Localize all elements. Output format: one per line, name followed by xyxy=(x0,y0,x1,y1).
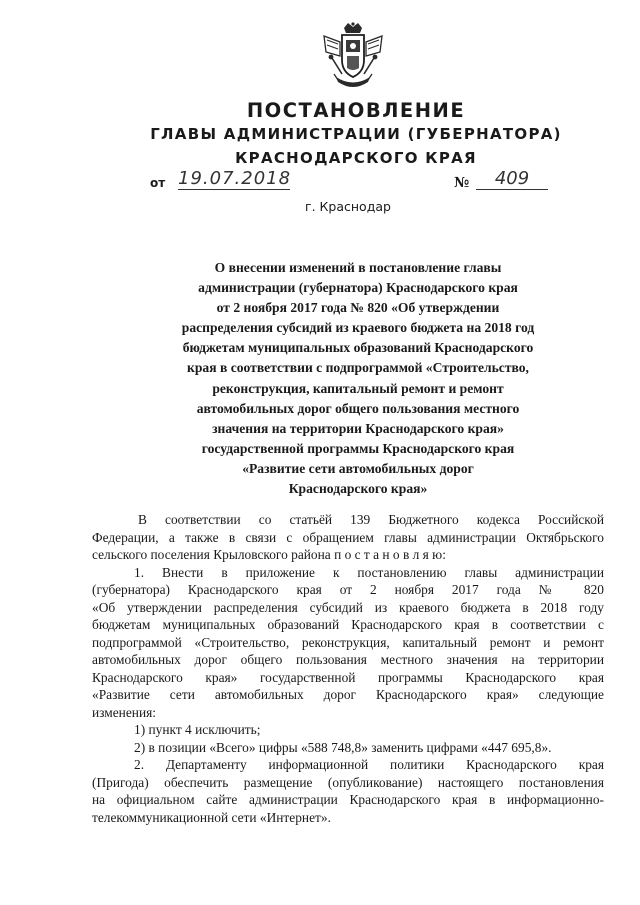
body-line: 2) в позиции «Всего» цифры «588 748,8» заменить цифрами «447 695,8». xyxy=(134,739,552,755)
body-line: автомобильных дорог общего пользования местного значения на территории xyxy=(92,652,604,667)
subject-line: от 2 ноября 2017 года № 820 «Об утверждении xyxy=(216,300,500,316)
body-line: на официальном сайте администрации Краснодарского края в информационно- xyxy=(92,792,604,807)
body-line: «Развитие сети автомобильных дорог Краснодарского края» следующие xyxy=(92,687,604,702)
subject-line: «Развитие сети автомобильных дорог xyxy=(242,460,474,476)
krasnodar-coat-of-arms-icon xyxy=(318,22,388,94)
document-body xyxy=(92,511,604,826)
city-label: г. Краснодар xyxy=(305,199,391,214)
body-line: 2. Департаменту информационной политики Краснодарского края xyxy=(134,757,604,772)
subject-line: государственной программы Краснодарского края xyxy=(201,440,515,456)
subject-line: края в соответствии с подпрограммой «Строительство, xyxy=(187,360,529,376)
subject-line: значения на территории Краснодарского края» xyxy=(212,420,504,436)
document-subject xyxy=(170,258,546,499)
body-line: бюджетам муниципальных образований Краснодарского края в соответствии с xyxy=(92,617,604,632)
number-prefix: № xyxy=(454,175,470,191)
subject-line: автомобильных дорог общего пользования местного xyxy=(196,400,520,416)
subject-line: Краснодарского края» xyxy=(288,481,428,497)
body-line: «Об утверждении распределения субсидий из краевого бюджета в 2018 году xyxy=(92,599,604,615)
date-prefix: от xyxy=(150,176,166,190)
document-type-title: ПОСТАНОВЛЕНИЕ xyxy=(246,99,466,122)
subject-line: бюджетам муниципальных образований Краснодарского xyxy=(182,340,534,356)
date-handwritten: 19.07.2018 xyxy=(178,168,292,189)
body-line: подпрограммой «Строительство, реконструкция, капитальный ремонт и ремонт xyxy=(92,634,604,650)
body-line: сельского поселения Крыловского района п о с т а н о в л я ю: xyxy=(92,547,446,562)
region-title: КРАСНОДАРСКОГО КРАЯ xyxy=(235,149,477,167)
body-line: 1. Внести в приложение к постановлению главы администрации xyxy=(134,564,604,580)
subject-line: О внесении изменений в постановление главы xyxy=(214,260,502,275)
body-line: (Пригода) обеспечить размещение (опубликование) настоящего постановления xyxy=(92,774,604,790)
body-line: Краснодарского края» государственной программы Краснодарского края xyxy=(92,669,604,685)
date-number-row xyxy=(0,170,640,196)
subject-line: распределения субсидий из краевого бюджета на 2018 год xyxy=(181,320,535,336)
issuer-title: ГЛАВЫ АДМИНИСТРАЦИИ (ГУБЕРНАТОРА) xyxy=(150,125,562,143)
subject-line: реконструкция, капитальный ремонт и ремонт xyxy=(212,380,504,396)
body-line: изменения: xyxy=(92,704,157,720)
subject-line: администрации (губернатора) Краснодарского края xyxy=(198,280,518,296)
body-line: В соответствии со статьёй 139 Бюджетного кодекса Российской xyxy=(138,512,604,527)
body-line: 1) пункт 4 исключить; xyxy=(134,722,261,737)
body-line: Федерации, а также в связи с обращением главы администрации Октябрьского xyxy=(92,529,604,545)
number-handwritten: 409 xyxy=(476,168,548,190)
body-line: телекоммуникационной сети «Интернет». xyxy=(92,809,331,825)
body-line: (губернатора) Краснодарского края от 2 ноября 2017 года № 820 xyxy=(92,582,604,597)
